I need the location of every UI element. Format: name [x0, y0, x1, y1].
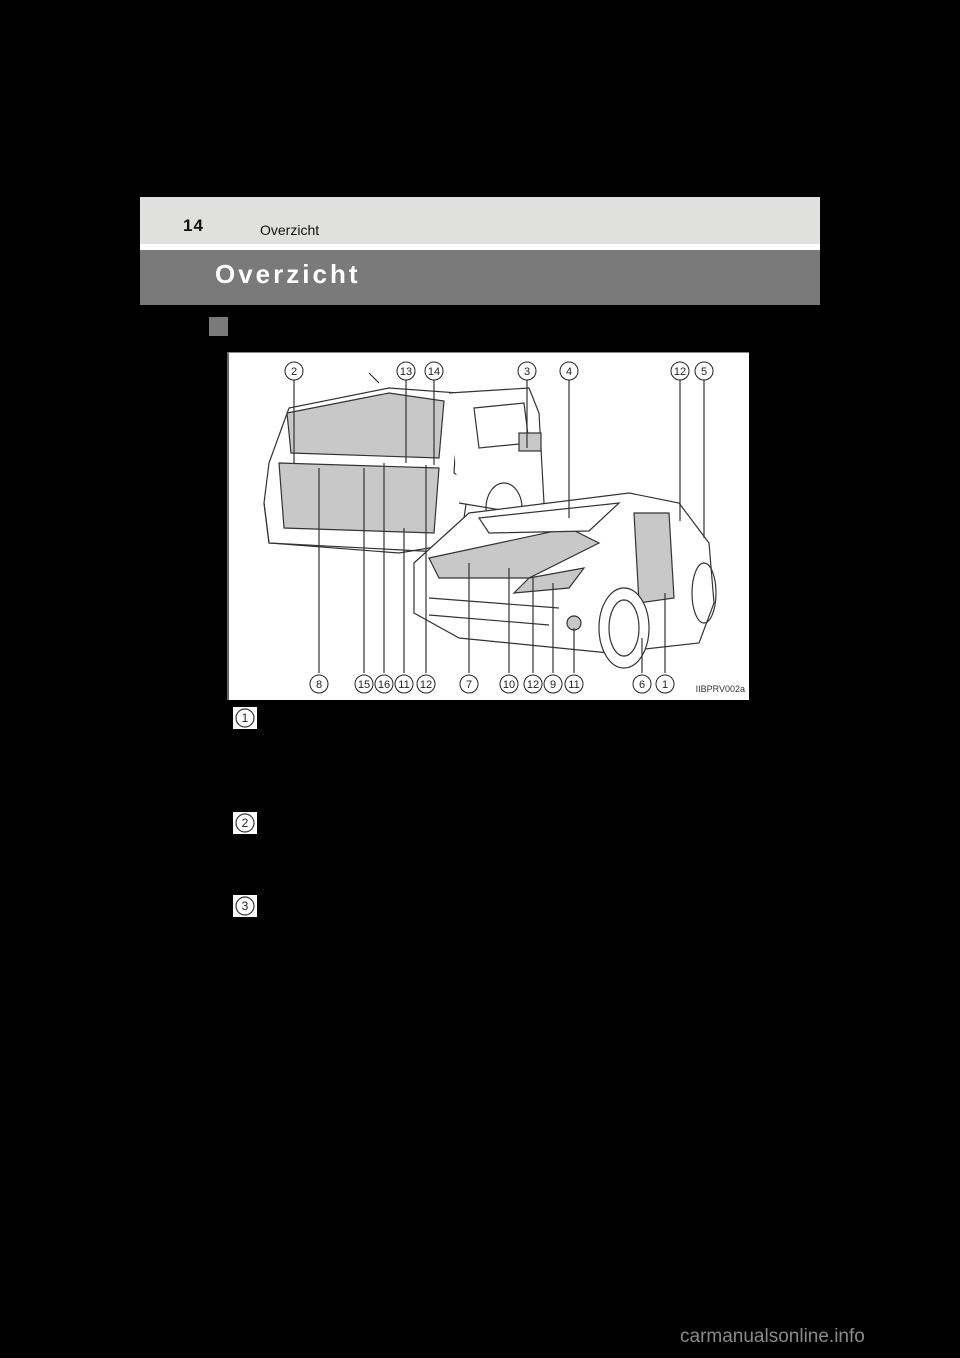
svg-text:2: 2 — [241, 816, 249, 830]
svg-text:11: 11 — [568, 679, 580, 691]
svg-text:11: 11 — [398, 679, 410, 691]
svg-text:3: 3 — [241, 899, 249, 913]
callout-1-icon — [233, 707, 257, 729]
svg-text:12: 12 — [419, 679, 433, 691]
watermark: carmanualsonline.info — [680, 1326, 865, 1347]
svg-text:8: 8 — [315, 679, 323, 691]
subsection-bullet-icon — [209, 317, 228, 336]
running-title: Overzicht — [260, 222, 320, 238]
svg-text:4: 4 — [565, 366, 573, 378]
svg-text:12: 12 — [526, 679, 540, 691]
svg-text:15: 15 — [357, 679, 371, 691]
header-bar — [140, 197, 820, 244]
svg-text:2: 2 — [290, 366, 298, 378]
svg-text:13: 13 — [399, 366, 413, 378]
svg-text:7: 7 — [465, 679, 473, 691]
svg-text:1: 1 — [241, 711, 249, 725]
page-number: 14 — [183, 216, 204, 235]
svg-text:1: 1 — [661, 679, 669, 691]
vehicle-drawing-icon — [229, 353, 751, 701]
vehicle-overview-illustration — [227, 352, 749, 700]
svg-text:5: 5 — [700, 366, 708, 378]
callout-3-icon — [233, 895, 257, 917]
svg-text:14: 14 — [427, 366, 441, 378]
svg-text:9: 9 — [549, 679, 557, 691]
callout-2-icon — [233, 812, 257, 834]
svg-text:16: 16 — [377, 679, 391, 691]
svg-text:12: 12 — [673, 366, 687, 378]
svg-text:6: 6 — [638, 679, 646, 691]
svg-text:3: 3 — [523, 366, 531, 378]
svg-text:10: 10 — [502, 679, 516, 691]
figure-code: IIBPRV002a — [695, 684, 745, 694]
section-title: Overzicht — [215, 259, 361, 289]
